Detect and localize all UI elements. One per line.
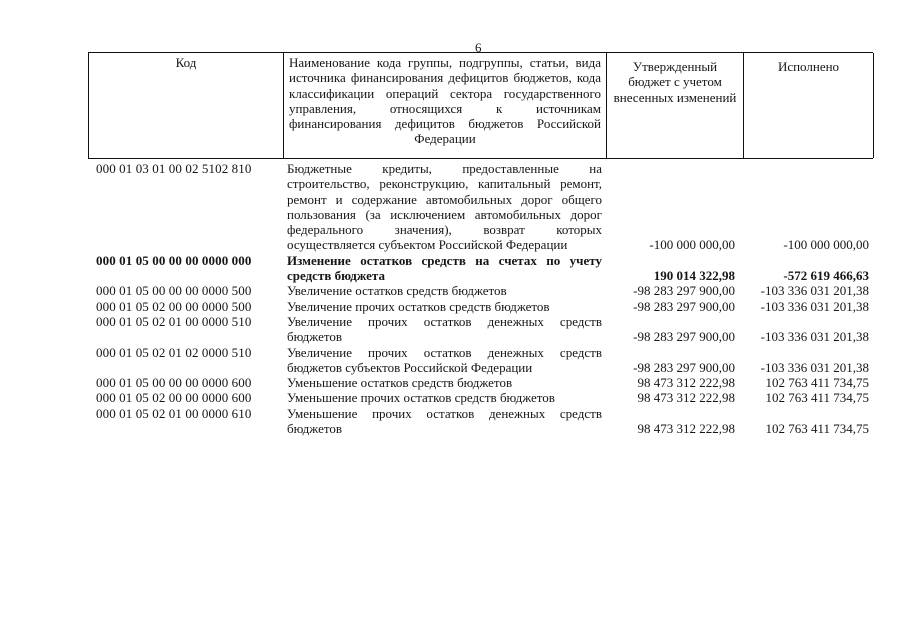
row-name: Увеличение прочих остатков денежных средств бюджетов субъектов Российской Федерации: [287, 344, 602, 375]
row-executed: 102 763 411 734,75: [765, 375, 869, 391]
table-row: [88, 161, 873, 253]
row-code: 000 01 05 02 00 00 0000 600: [96, 390, 252, 406]
row-code: 000 01 03 01 00 02 5102 810: [96, 161, 252, 176]
table-body: [88, 161, 873, 436]
table-row: [88, 299, 873, 314]
table-row: [88, 283, 873, 298]
row-code: 000 01 05 00 00 00 0000 600: [96, 375, 252, 391]
table-row: [88, 375, 873, 390]
header-executed: Исполнено: [744, 53, 874, 158]
row-approved: -98 283 297 900,00: [633, 359, 735, 375]
row-executed: -103 336 031 201,38: [760, 329, 869, 345]
row-name: Уменьшение прочих остатков средств бюджетов: [287, 390, 555, 406]
row-code: 000 01 05 00 00 00 0000 000: [96, 252, 252, 268]
row-approved: -98 283 297 900,00: [633, 298, 735, 314]
row-name: Уменьшение прочих остатков денежных средств бюджетов: [287, 405, 602, 437]
row-code: 000 01 05 00 00 00 0000 500: [96, 283, 252, 299]
row-name: Уменьшение остатков средств бюджетов: [287, 375, 513, 391]
table-header: [88, 52, 873, 159]
header-code: Код: [89, 53, 284, 158]
row-approved: 98 473 312 222,98: [637, 421, 735, 437]
row-name: Изменение остатков средств на счетах по учету средств бюджета: [287, 252, 602, 284]
table-row: [88, 253, 873, 284]
header-name: Наименование кода группы, подгруппы, статьи, вида источника финансирования дефицитов бюджетов, кода классификации операций сектора государственного управления, относящихся к источникам финансирования дефицитов бюджетов Российской Федерации: [284, 53, 607, 158]
row-approved: 190 014 322,98: [653, 268, 735, 284]
header-approved: Утвержденный бюджет с учетом внесенных изменений: [607, 53, 744, 158]
table-row: [88, 390, 873, 405]
row-code: 000 01 05 02 01 00 0000 510: [96, 313, 252, 329]
row-approved: 98 473 312 222,98: [637, 390, 735, 406]
row-code: 000 01 05 02 01 00 0000 610: [96, 405, 252, 421]
row-executed: 102 763 411 734,75: [765, 421, 869, 437]
table-row: [88, 345, 873, 376]
row-executed: -572 619 466,63: [783, 268, 869, 284]
page-number: 6: [475, 40, 482, 55]
row-approved: 98 473 312 222,98: [637, 375, 735, 391]
row-executed: -103 336 031 201,38: [760, 359, 869, 375]
table-row: [88, 314, 873, 345]
budget-sources-table: [88, 52, 873, 436]
row-code: 000 01 05 02 00 00 0000 500: [96, 298, 252, 314]
row-code: 000 01 05 02 01 02 0000 510: [96, 344, 252, 360]
row-executed: -103 336 031 201,38: [760, 283, 869, 299]
row-name: Увеличение прочих остатков средств бюджетов: [287, 298, 550, 314]
row-executed: -103 336 031 201,38: [760, 298, 869, 314]
row-approved: -100 000 000,00: [649, 237, 735, 253]
row-approved: -98 283 297 900,00: [633, 329, 735, 345]
table-row: [88, 406, 873, 437]
row-executed: -100 000 000,00: [783, 237, 869, 253]
row-name: Бюджетные кредиты, предоставленные на строительство, реконструкцию, капитальный ремонт, ремонт и содержание автомобильных дорог общего пользования (за исключением автомобильных дорог федерального значения), возврат которых осуществляется субъектом Российской Федерации: [287, 161, 602, 253]
row-name: Увеличение прочих остатков денежных средств бюджетов: [287, 313, 602, 345]
row-approved: -98 283 297 900,00: [633, 283, 735, 299]
row-executed: 102 763 411 734,75: [765, 390, 869, 406]
row-name: Увеличение остатков средств бюджетов: [287, 283, 507, 299]
